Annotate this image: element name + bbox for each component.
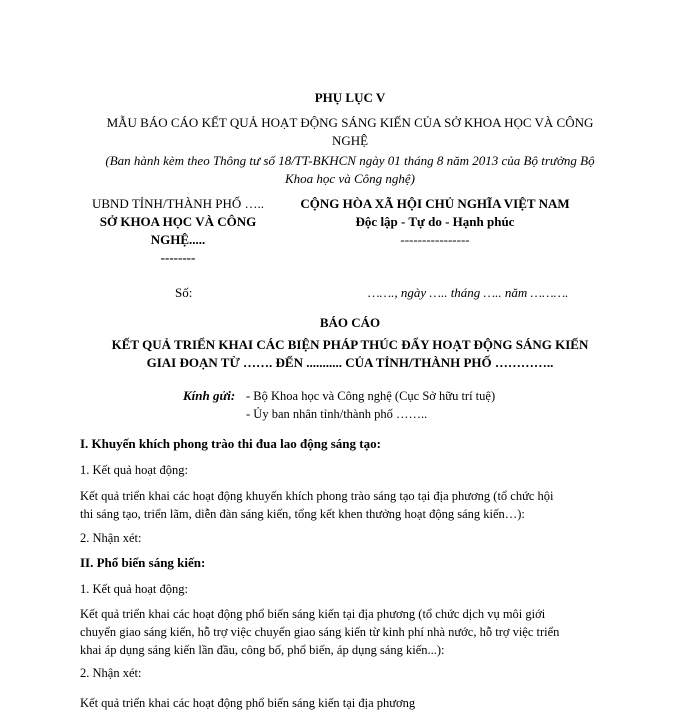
section-1-item-1: 1. Kết quả hoạt động:: [80, 463, 188, 477]
date-line: ……., ngày ….. tháng ….. năm ……….: [368, 285, 569, 300]
national-motto: Độc lập - Tự do - Hạnh phúc: [355, 214, 515, 229]
section-2-paragraph-line-2: chuyển giao sáng kiến, hỗ trợ việc chuyển giao sáng kiến từ kinh phí nhà nước, hỗ trợ việc triển: [80, 625, 560, 639]
section-2-cut-line: Kết quả triển khai các hoạt động phổ biến sáng kiến tại địa phương: [80, 696, 416, 710]
authority-divider: --------: [160, 250, 196, 265]
motto-divider: ----------------: [400, 232, 470, 247]
section-1-paragraph-line-2: thi sáng tạo, triển lãm, diễn đàn sáng kiến, tổng kết khen thưởng hoạt động sáng kiến…):: [80, 507, 525, 521]
section-2-item-1: 1. Kết quả hoạt động:: [80, 582, 188, 596]
report-title: BÁO CÁO: [319, 315, 381, 330]
cut-off-text-row: [0, 694, 700, 710]
authority-line-1: UBND TỈNH/THÀNH PHỐ …..: [91, 196, 264, 211]
section-2-heading: II. Phổ biến sáng kiến:: [80, 555, 206, 570]
form-title-line-2: NGHỆ: [331, 133, 369, 148]
appendix-heading: PHỤ LỤC V: [314, 90, 386, 105]
document-number-label: Số:: [175, 285, 193, 300]
section-2-paragraph-line-1: Kết quả triển khai các hoạt động phổ biến sáng kiến tại địa phương (tổ chức dịch vụ môi giới: [80, 607, 546, 621]
section-1-paragraph-line-1: Kết quả triển khai các hoạt động khuyến khích phong trào sáng tạo tại địa phương (tổ chức hội: [80, 489, 554, 503]
recipient-line-1: - Bộ Khoa học và Công nghệ (Cục Sở hữu trí tuệ): [246, 389, 496, 403]
report-subtitle-line-2: GIAI ĐOẠN TỪ ……. ĐẾN ........... CỦA TỈNH/THÀNH PHỐ …………..: [146, 355, 554, 370]
issuance-note-line-1: (Ban hành kèm theo Thông tư số 18/TT-BKHCN ngày 01 tháng 8 năm 2013 của Bộ trưởng Bộ: [105, 153, 595, 168]
section-1-item-2: 2. Nhận xét:: [80, 531, 142, 545]
issuance-note-line-2: Khoa học và Công nghệ): [285, 171, 415, 186]
report-subtitle-line-1: KẾT QUẢ TRIỂN KHAI CÁC BIỆN PHÁP THÚC ĐẨY HOẠT ĐỘNG SÁNG KIẾN: [111, 337, 589, 352]
authority-line-2: SỞ KHOA HỌC VÀ CÔNG: [99, 214, 257, 229]
recipient-label: Kính gửi:: [183, 388, 236, 403]
section-1-heading: I. Khuyến khích phong trào thi đua lao động sáng tạo:: [80, 436, 381, 451]
recipient-line-2: - Ủy ban nhân tỉnh/thành phố ……..: [246, 407, 428, 421]
authority-line-3: NGHỆ.....: [150, 232, 206, 247]
form-title-line-1: MẪU BÁO CÁO KẾT QUẢ HOẠT ĐỘNG SÁNG KIẾN CỦA SỞ KHOA HỌC VÀ CÔNG: [106, 115, 594, 130]
section-2-item-2: 2. Nhận xét:: [80, 666, 142, 680]
country-name: CỘNG HÒA XÃ HỘI CHỦ NGHĨA VIỆT NAM: [300, 196, 570, 211]
section-2-paragraph-line-3: khai áp dụng sáng kiến lần đầu, công bố, phổ biến, áp dụng sáng kiến...):: [80, 643, 445, 657]
